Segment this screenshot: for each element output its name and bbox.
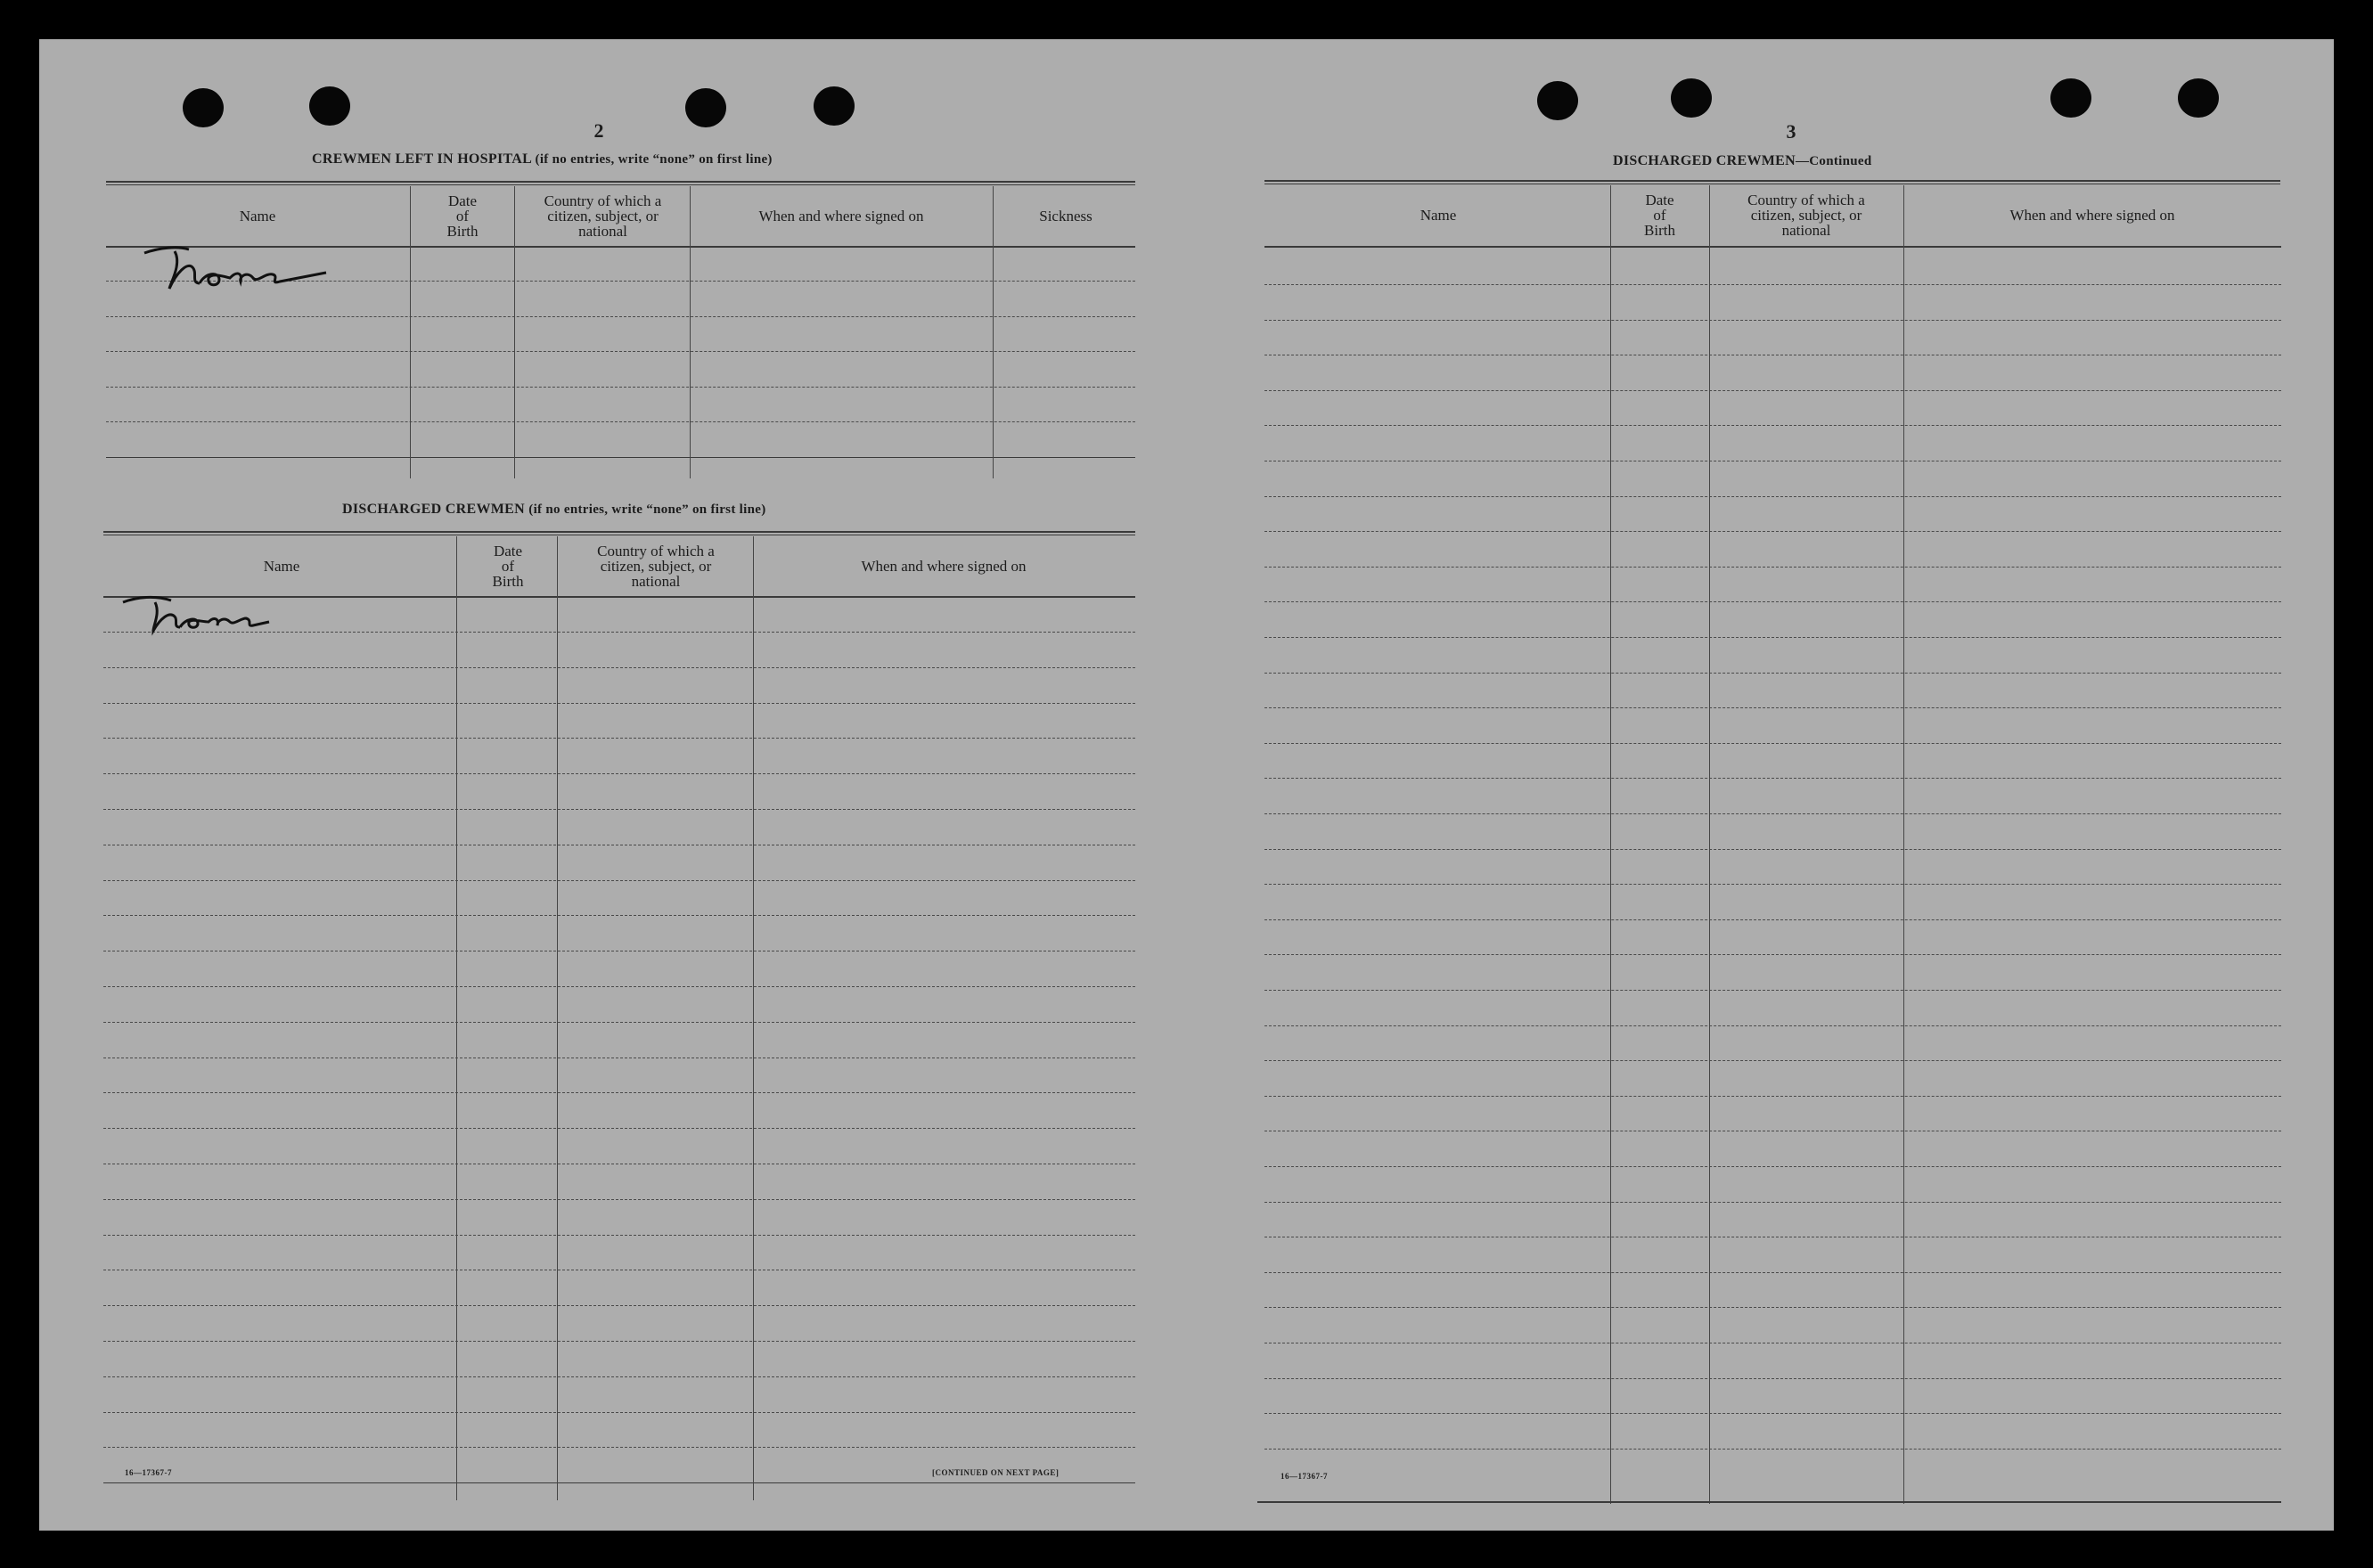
column-header-name: Name	[263, 558, 300, 575]
handwriting-signature-hospital	[137, 237, 333, 290]
table-row-line	[1264, 496, 2281, 497]
punch-hole	[2050, 78, 2091, 118]
column-divider	[456, 536, 457, 1500]
punch-hole	[309, 86, 350, 126]
table-row-line	[103, 773, 1135, 774]
table-row-line	[1264, 425, 2281, 426]
column-header-signed-on: When and where signed on	[861, 558, 1027, 575]
punch-hole	[2178, 78, 2219, 118]
continued-suffix: —Continued	[1795, 154, 1872, 168]
table-row-line	[1264, 601, 2281, 602]
column-divider	[690, 186, 691, 478]
column-header-name: Name	[1420, 207, 1457, 224]
table-row-line	[103, 986, 1135, 987]
table-row-line	[106, 421, 1135, 422]
table-rule	[103, 531, 1135, 533]
table-row-line	[106, 387, 1135, 388]
table-row-line	[1264, 1272, 2281, 1273]
column-header-date-of-birth: Date of Birth	[446, 192, 479, 240]
table-row-line	[103, 1305, 1135, 1306]
table-row-line	[1264, 849, 2281, 850]
table-row-line	[103, 1412, 1135, 1413]
discharged-section-instruction: (if no entries, write “none” on first line)	[528, 502, 766, 517]
table-row-line	[1264, 1202, 2281, 1203]
table-row-line	[1264, 284, 2281, 285]
form-code-left: 16—17367-7	[125, 1468, 172, 1477]
column-divider	[410, 186, 411, 478]
handwritten-entry-none	[137, 237, 333, 295]
punch-hole	[814, 86, 855, 126]
table-row-line	[1264, 1060, 2281, 1061]
table-row-line	[1264, 1449, 2281, 1450]
table-row-line	[1264, 320, 2281, 321]
table-row-line	[1264, 1307, 2281, 1308]
punch-hole	[1671, 78, 1712, 118]
column-header-country: Country of which a citizen, subject, or national	[544, 192, 662, 240]
table-row-line	[103, 880, 1135, 881]
table-row-line	[106, 316, 1135, 317]
column-divider	[514, 186, 515, 478]
table-row-line	[1264, 567, 2281, 568]
page-number-right: 3	[1786, 120, 1796, 143]
column-divider	[1709, 185, 1710, 1504]
table-rule	[106, 184, 1135, 185]
table-row-line	[1264, 954, 2281, 955]
table-row-line	[103, 1447, 1135, 1448]
column-divider	[1610, 185, 1611, 1504]
table-row-line	[103, 1128, 1135, 1129]
discharged-continued-title: DISCHARGED CREWMEN—Continued	[1613, 153, 1872, 168]
hospital-section-instruction: (if no entries, write “none” on first line)	[535, 152, 773, 167]
table-row-line	[1264, 1025, 2281, 1026]
column-header-country: Country of which a citizen, subject, or national	[1747, 192, 1865, 239]
column-divider	[993, 186, 994, 478]
discharged-section-title: DISCHARGED CREWMEN (if no entries, write “none” on first line)	[342, 502, 766, 517]
table-row-line	[103, 1341, 1135, 1342]
table-row-line	[103, 667, 1135, 668]
table-rule	[106, 181, 1135, 183]
punch-hole	[183, 88, 224, 127]
table-row-line	[1264, 919, 2281, 920]
handwriting-signature-discharged	[119, 592, 315, 636]
table-row-line	[106, 351, 1135, 352]
table-row-line	[1264, 778, 2281, 779]
table-row-line	[103, 809, 1135, 810]
table-row-line	[1264, 673, 2281, 674]
punch-hole	[1537, 81, 1578, 120]
table-row-line	[103, 1235, 1135, 1236]
table-row-line	[103, 1092, 1135, 1093]
table-row-line	[1264, 531, 2281, 532]
table-row-line	[1264, 390, 2281, 391]
table-row-line	[1264, 990, 2281, 991]
column-divider	[557, 536, 558, 1500]
column-header-signed-on: When and where signed on	[2009, 207, 2175, 224]
table-row-line	[1264, 637, 2281, 638]
table-row-line	[1264, 1413, 2281, 1414]
column-header-date-of-birth: Date of Birth	[492, 543, 524, 590]
table-row-line	[1264, 743, 2281, 744]
column-divider	[753, 536, 754, 1500]
hospital-section-title: CREWMEN LEFT IN HOSPITAL (if no entries, write “none” on first line)	[312, 151, 773, 167]
column-header-sickness: Sickness	[1039, 208, 1092, 225]
table-row-line	[103, 1482, 1135, 1483]
column-header-name: Name	[239, 208, 276, 225]
continued-note: [CONTINUED ON NEXT PAGE]	[932, 1468, 1060, 1477]
table-rule	[1257, 1501, 2281, 1503]
punch-hole	[685, 88, 726, 127]
page-number-left: 2	[593, 119, 604, 142]
handwritten-entry-none	[119, 592, 315, 641]
column-header-date-of-birth: Date of Birth	[1644, 192, 1675, 239]
table-row-line	[1264, 1096, 2281, 1097]
table-row-line	[103, 915, 1135, 916]
table-row-line	[1264, 1166, 2281, 1167]
column-header-signed-on: When and where signed on	[758, 208, 924, 225]
table-row-line	[103, 1376, 1135, 1377]
table-row-line	[103, 1199, 1135, 1200]
table-row-line	[103, 738, 1135, 739]
table-row-line	[1264, 1378, 2281, 1379]
table-row-line	[1264, 707, 2281, 708]
column-divider	[1903, 185, 1904, 1504]
table-row-line	[103, 703, 1135, 704]
form-code-right: 16—17367-7	[1281, 1472, 1328, 1481]
form-sheet	[39, 39, 2334, 1531]
table-row-line	[1264, 884, 2281, 885]
table-row-line	[103, 1022, 1135, 1023]
table-row-line	[106, 457, 1135, 458]
table-row-line	[1264, 813, 2281, 814]
table-rule	[1264, 180, 2280, 182]
column-header-country: Country of which a citizen, subject, or national	[597, 543, 715, 590]
table-rule	[1264, 246, 2281, 248]
